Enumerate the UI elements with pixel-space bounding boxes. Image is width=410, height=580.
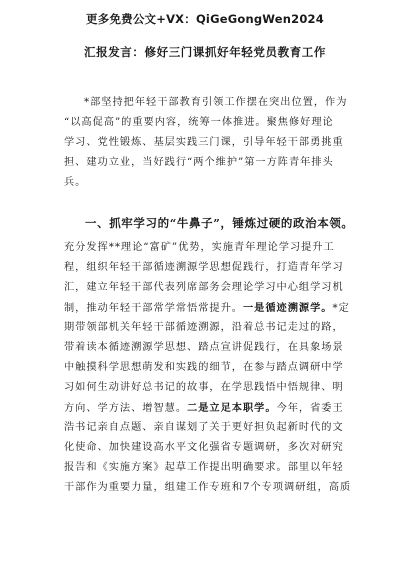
line-text: 今年，省委王	[276, 403, 344, 414]
paragraph-line: “以高促高”的重要内容，统筹一体推进。聚焦修好理论	[64, 117, 334, 128]
section-heading: 一、抓牢学习的“牛鼻子”，锤炼过硬的政治本领。	[85, 216, 354, 230]
paragraph-line: 报告和《实施方案》起草工作提出明确要求。部里以年轻	[64, 462, 344, 473]
paragraph-line: 学习、党性锻炼、基层实践三门课，引导年轻干部勇挑重	[64, 137, 344, 148]
promo-banner: 更多免费公文+VX：QiGeGongWen2024	[86, 12, 324, 26]
paragraph-line: 带着读本循迹溯源学思想、踏点宣讲促践行，在具象场景	[64, 342, 344, 353]
paragraph-line	[64, 398, 359, 418]
paragraph-line: 化使命、加快建设高水平文化强省专题调研，多次对研究	[64, 442, 344, 453]
paragraph-line: *部坚持把年轻干部教育引领工作摆在突出位置，作为	[84, 97, 348, 108]
paragraph-line: 习如何生动讲好总书记的故事，在学思践悟中悟规律、明	[64, 382, 344, 393]
point-one-label: 一是循迹溯源学。	[243, 302, 333, 314]
point-two-label: 二是立足本职学。	[187, 402, 277, 414]
paragraph-line: 浩书记亲自点题、亲自谋划了关于更好担负起新时代的文	[64, 422, 344, 433]
section-paragraph	[64, 238, 359, 498]
line-text: *定	[332, 303, 350, 314]
paragraph-line: 充分发挥**理论“富矿”优势，实施青年理论学习提升工	[64, 242, 335, 253]
paragraph-line: 担、建功立业，当好践行“两个维护”第一方阵青年排头	[64, 157, 334, 168]
document-title: 汇报发言：修好三门课抓好年轻党员教育工作	[84, 45, 326, 59]
paragraph-line	[64, 298, 359, 318]
line-text: 制，推动年轻干部常学常悟常提升。	[64, 303, 243, 314]
paragraph-line: 期带领部机关年轻干部循迹溯源，沿着总书记走过的路，	[64, 322, 344, 333]
intro-paragraph	[64, 93, 359, 193]
paragraph-line: 干部作为重要力量，组建工作专班和7个专项调研组，高质	[64, 482, 352, 493]
line-text: 方向、学方法、增智慧。	[64, 403, 188, 414]
paragraph-line: 汇，建立年轻干部代表列席部务会理论学习中心组学习机	[64, 282, 344, 293]
paragraph-line: 中触摸科学思想萌发和实践的细节，在参与踏点调研中学	[64, 362, 344, 373]
paragraph-line: 程，组织年轻干部循迹溯源学思想促践行，打造青年学习	[64, 262, 344, 273]
paragraph-line: 兵。	[64, 177, 87, 188]
